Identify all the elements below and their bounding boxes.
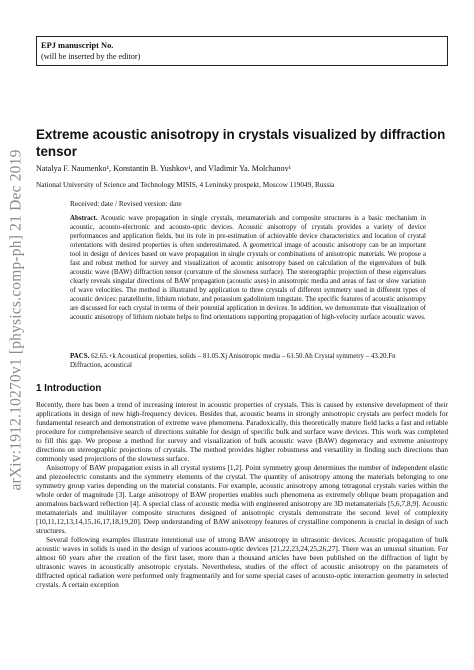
- pacs-codes: [70, 352, 426, 370]
- section-heading: 1 Introduction: [36, 383, 102, 394]
- paragraph: Recently, there has been a trend of increasing interest in acoustic properties of crystals. This is caused by extensive development of their applications in design of new high-frequency devices. Besides that, acoustic beams in strongly anisotropic crystals are perfect models for fundamental research and demonstration of extreme wave phenomena. Paradoxically, this theoretically mature field lacks a fast and reliable procedure for comprehensive search of directions suitable for design of specific bulk and surface wave devices. This work was completed to fill this gap. We propose a method for survey and visualization of bulk acoustic wave (BAW) degeneracy and extreme anisotropy directions on stereographic projections of crystals. The method provides higher robustness and versatility in finding such directions than commonly used projections of the slowness surface.: [36, 400, 448, 463]
- affiliation: National University of Science and Technology MISIS, 4 Leninsky prospekt, Moscow 119049, Russia: [36, 180, 335, 189]
- author-list: Natalya F. Naumenko¹, Konstantin B. Yushkov¹, and Vladimir Ya. Molchanov¹: [36, 164, 292, 173]
- manuscript-box: [36, 36, 448, 66]
- paper-title: Extreme acoustic anisotropy in crystals visualized by diffraction tensor: [36, 127, 446, 159]
- manuscript-title: EPJ manuscript No.: [41, 41, 114, 50]
- paragraph: Anisotropy of BAW propagation exists in all crystal systems [1,2]. Point symmetry group determines the number of independent elastic and piezoelectric constants and the symmetry elements of the crystal. The quantity of anisotropy among the materials belonging to one symmetry group varies depending on the material constants. For example, acoustic anisotropy among tetragonal crystals varies within the whole order of magnitude [3]. Large anisotropy of BAW properties enables such phenomena as extremely oblique beam propagation and anomalous backward reflection [4]. A special class of acoustic media with engineered anisotropy are 3D metamaterials [5,6,7,8,9]. Acoustic metamaterials and multilayer composite structures designed of anisotropic crystals demonstrate the second level of complexity [10,11,12,13,14,15,16,17,18,19,20]. Deep understanding of BAW anisotropy features of crystalline components is crucial in design of such structures.: [36, 463, 448, 535]
- abstract-label: Abstract.: [70, 214, 98, 222]
- body-text: [36, 400, 448, 589]
- paragraph: Several following examples illustrate intentional use of strong BAW anisotropy in ultrasonic devices. Acoustic propagation of bulk acoustic waves in solids is used in the design of various acousto-optic devices [21,22,23,24,25,26,27]. There was an unusual situation. For almost 60 years after the creation of the first laser, more than a thousand articles have been published on the diffraction of light by ultrasonic waves in acoustically anisotropic crystals. Nevertheless, studies of the effect of acoustic anisotropy on the parameters of diffracted optical radiation were performed only fragmentarily and for some special cases of acousto-optic interaction geometry in selected crystals. A certain exception: [36, 535, 448, 589]
- pacs-label: PACS.: [70, 352, 90, 360]
- abstract: [70, 214, 426, 322]
- pacs-text: 62.65.+k Acoustical properties, solids – 81.05.Xj Anisotropic media – 61.50.Ah Crystal symmetry – 43.20.Fn Diffraction, acoustical: [70, 352, 396, 369]
- manuscript-note: (will be inserted by the editor): [41, 52, 141, 61]
- arxiv-identifier: [2, 60, 32, 580]
- abstract-text: Acoustic wave propagation in single crystals, metamaterials and composite structures is a basic mechanism in acoustic, acousto-electronic and acousto-optic devices. Acoustic anisotropy of crystals provides a variety of device performances and application fields, but its role in pre-estimation of achievable device characteristics and location of crystal orientations with desired properties is often underestimated. A geometrical image of acoustic anisotropy can be an important tool in design of devices based on wave propagation in single crystals or combinations of anisotropic materials. We propose a fast and robust method for survey and visualization of acoustic anisotropy based on calculation of the eigenvalues of bulk acoustic wave (BAW) diffraction tensor (curvature of the slowness surface). The stereographic projection of these eigenvalues clearly reveals singular directions of BAW propagation (acoustic axes) in anisotropic media and areas of fast or slow variation of wave velocities. The method is illustrated by application to three crystals of different symmetry used in different types of acoustic devices: paratellurite, lithium niobate, and potassium gadolinium tungstate. The specific features of acoustic anisotropy are discussed for each crystal in terms of their potential application in devices. In addition, we demonstrate that visualization of acoustic anisotropy of lithium niobate helps to find orientations supporting propagation of high-velocity surface acoustic waves.: [70, 214, 426, 321]
- arxiv-identifier-text: arXiv:1912.10270v1 [physics.comp-ph] 21 Dec 2019: [8, 149, 26, 491]
- received-dates: Received: date / Revised version: date: [70, 199, 182, 208]
